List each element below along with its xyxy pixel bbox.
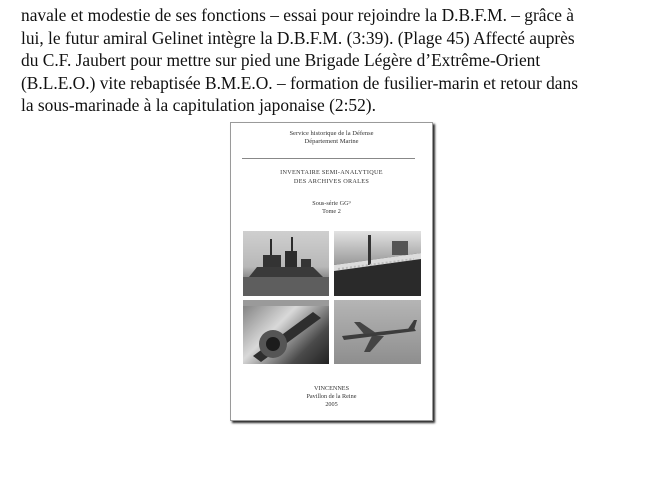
paragraph-line: navale et modestie de ses fonctions – essai pour rejoindre la D.B.F.M. – grâce à bbox=[21, 5, 575, 25]
paragraph-line: la sous-marinade à la capitulation japonaise (2:52). bbox=[21, 95, 376, 115]
cover-divider bbox=[242, 158, 415, 159]
cover-header-department: Département Marine bbox=[304, 138, 359, 145]
cover-building: Pavillon de la Reine bbox=[306, 393, 357, 400]
paragraph-line: (B.L.E.O.) vite rebaptisée B.M.E.O. – formation de fusilier-marin et retour dans bbox=[21, 72, 578, 93]
cover-header bbox=[231, 130, 432, 146]
cover-volume: Tome 2 bbox=[322, 208, 341, 215]
cover-subtitle bbox=[231, 200, 432, 216]
gun-turret-photo bbox=[243, 300, 329, 364]
paragraph-line: du C.F. Jaubert pour mettre sur pied une Brigade Légère d’Extrême-Orient bbox=[21, 50, 541, 70]
ship-crew-photo bbox=[334, 231, 421, 296]
cover-place: VINCENNES bbox=[313, 385, 350, 392]
paragraph-line: lui, le futur amiral Gelinet intègre la D.B.F.M. (3:39). (Plage 45) Affecté auprès bbox=[21, 27, 575, 48]
cover-title bbox=[231, 168, 432, 186]
cover-title-line: DES ARCHIVES ORALES bbox=[293, 178, 370, 185]
cover-title-line: INVENTAIRE SEMI-ANALYTIQUE bbox=[280, 169, 383, 176]
cover-year: 2005 bbox=[325, 401, 338, 408]
cover-footer bbox=[231, 385, 432, 409]
aircraft-photo bbox=[334, 300, 421, 364]
book-cover-image bbox=[230, 122, 433, 421]
battleship-photo bbox=[243, 231, 329, 296]
cover-series: Sous-série GG⁹ bbox=[312, 200, 351, 207]
cover-header-institution: Service historique de la Défense bbox=[289, 130, 374, 137]
body-paragraph bbox=[21, 4, 651, 117]
